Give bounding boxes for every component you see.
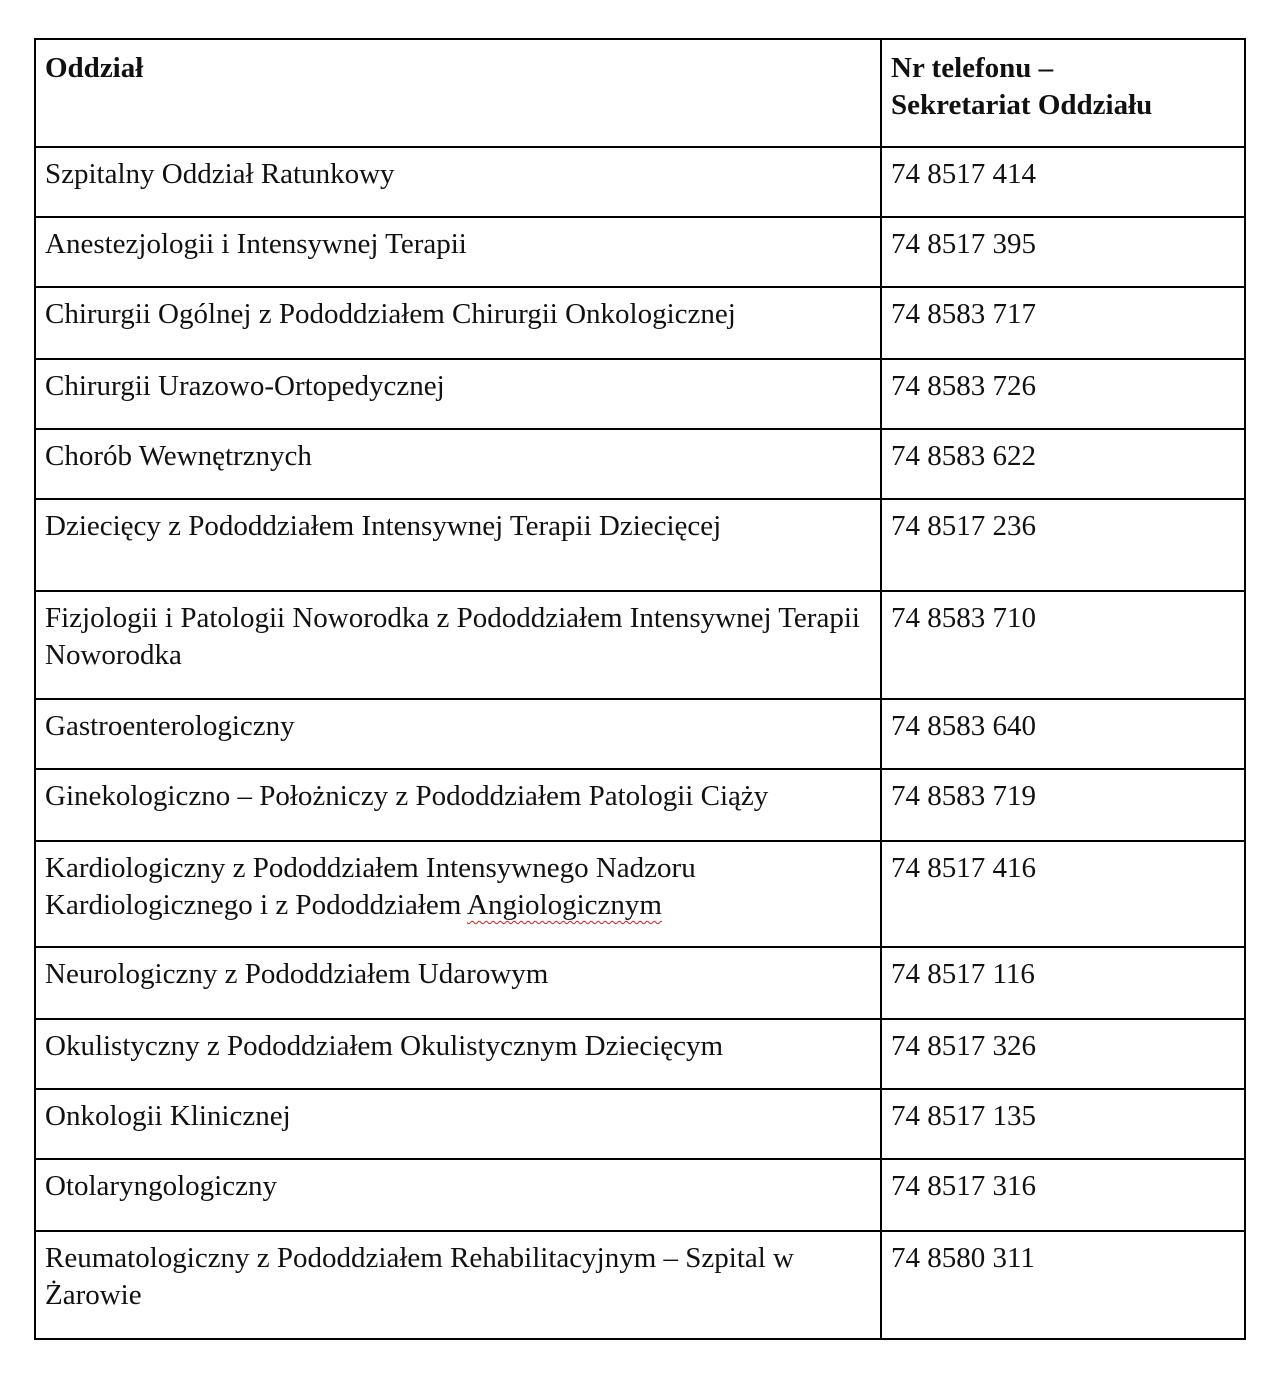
phone-cell: 74 8517 395 bbox=[881, 217, 1245, 287]
phone-cell: 74 8583 640 bbox=[881, 699, 1245, 769]
phone-cell: 74 8517 116 bbox=[881, 947, 1245, 1019]
phone-cell: 74 8583 622 bbox=[881, 429, 1245, 499]
department-cell: Fizjologii i Patologii Noworodka z Pododdziałem Intensywnej Terapii Noworodka bbox=[35, 591, 881, 699]
phone-cell: 74 8580 311 bbox=[881, 1231, 1245, 1339]
phone-cell: 74 8517 414 bbox=[881, 147, 1245, 217]
header-phone-line1: Nr telefonu – bbox=[891, 52, 1054, 84]
phone-cell: 74 8517 236 bbox=[881, 499, 1245, 591]
phone-cell: 74 8583 710 bbox=[881, 591, 1245, 699]
header-department-label: Oddział bbox=[45, 52, 144, 84]
table-row bbox=[35, 147, 1245, 217]
department-cell: Anestezjologii i Intensywnej Terapii bbox=[35, 217, 881, 287]
table-row bbox=[35, 217, 1245, 287]
table-row bbox=[35, 769, 1245, 841]
table-row bbox=[35, 1019, 1245, 1089]
phone-cell: 74 8517 135 bbox=[881, 1089, 1245, 1159]
header-department bbox=[35, 39, 881, 147]
table-row bbox=[35, 1159, 1245, 1231]
table-row bbox=[35, 359, 1245, 429]
department-cell: Gastroenterologiczny bbox=[35, 699, 881, 769]
header-phone-line2: Sekretariat Oddziału bbox=[891, 89, 1153, 121]
table-row bbox=[35, 841, 1245, 947]
table-row bbox=[35, 287, 1245, 359]
department-cell: Reumatologiczny z Pododdziałem Rehabilitacyjnym – Szpital w Żarowie bbox=[35, 1231, 881, 1339]
department-cell: Neurologiczny z Pododdziałem Udarowym bbox=[35, 947, 881, 1019]
department-cell: Otolaryngologiczny bbox=[35, 1159, 881, 1231]
department-cell bbox=[35, 841, 881, 947]
phone-cell: 74 8517 316 bbox=[881, 1159, 1245, 1231]
department-cell: Chirurgii Ogólnej z Pododdziałem Chirurgii Onkologicznej bbox=[35, 287, 881, 359]
table-row bbox=[35, 1089, 1245, 1159]
table-row bbox=[35, 429, 1245, 499]
table-row bbox=[35, 591, 1245, 699]
phone-cell: 74 8583 719 bbox=[881, 769, 1245, 841]
table-row bbox=[35, 947, 1245, 1019]
header-phone bbox=[881, 39, 1245, 147]
department-cell: Chorób Wewnętrznych bbox=[35, 429, 881, 499]
department-line2: Kardiologicznego i z Pododdziałem bbox=[45, 889, 468, 921]
phone-cell: 74 8583 717 bbox=[881, 287, 1245, 359]
department-cell: Okulistyczny z Pododdziałem Okulistycznym Dziecięcym bbox=[35, 1019, 881, 1089]
phone-cell: 74 8517 416 bbox=[881, 841, 1245, 947]
table-header-row bbox=[35, 39, 1245, 147]
department-line1: Kardiologiczny z Pododdziałem Intensywnego Nadzoru bbox=[45, 852, 696, 884]
department-cell: Chirurgii Urazowo-Ortopedycznej bbox=[35, 359, 881, 429]
department-cell: Szpitalny Oddział Ratunkowy bbox=[35, 147, 881, 217]
department-cell: Onkologii Klinicznej bbox=[35, 1089, 881, 1159]
table-row bbox=[35, 499, 1245, 591]
phone-cell: 74 8583 726 bbox=[881, 359, 1245, 429]
department-phone-table bbox=[34, 38, 1246, 1340]
table-row bbox=[35, 699, 1245, 769]
spellcheck-flagged-word: Angiologicznym bbox=[467, 889, 662, 921]
department-cell: Dziecięcy z Pododdziałem Intensywnej Terapii Dziecięcej bbox=[35, 499, 881, 591]
phone-cell: 74 8517 326 bbox=[881, 1019, 1245, 1089]
department-cell: Ginekologiczno – Położniczy z Pododdziałem Patologii Ciąży bbox=[35, 769, 881, 841]
table-row bbox=[35, 1231, 1245, 1339]
